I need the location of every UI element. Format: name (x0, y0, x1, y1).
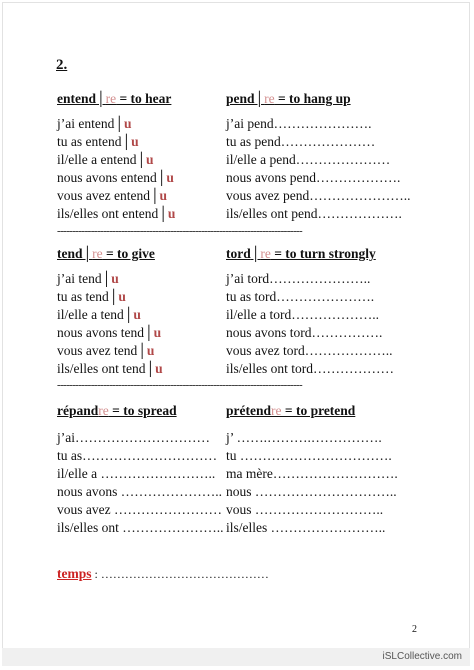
conjugation-line (57, 151, 154, 169)
conjugation-text: j’ …….……….……………. (226, 430, 382, 445)
verb-stem: tord (226, 246, 251, 261)
conjugation-line[interactable] (226, 465, 398, 483)
infinitive-ending: re (92, 246, 103, 261)
participle-ending: u (146, 152, 154, 167)
stem-divider: │ (123, 307, 134, 322)
temps-row (57, 565, 269, 583)
conjugation-line[interactable] (57, 483, 222, 501)
verb-stem: tend (57, 246, 83, 261)
conjugation-text: nous ………………………….. (226, 484, 397, 499)
infinitive-ending: re (271, 403, 282, 418)
conjugation-line (57, 205, 175, 223)
conjugation-text: tu ……………………………. (226, 448, 392, 463)
conjugation-line[interactable] (57, 465, 215, 483)
verb-header-3-left (57, 403, 177, 419)
stem-divider: │ (250, 246, 261, 261)
participle-ending: u (111, 271, 119, 286)
conjugation-line (57, 324, 161, 342)
participle-ending: u (166, 170, 174, 185)
conjugation-text: vous avez entend (57, 188, 150, 203)
section-number: 2. (56, 57, 68, 73)
conjugation-text: il/elle a entend (57, 152, 137, 167)
conjugation-line[interactable] (57, 501, 222, 519)
conjugation-line (57, 288, 126, 306)
conjugation-text: ils/elles …………………….. (226, 520, 386, 535)
participle-ending: u (131, 134, 139, 149)
stem-divider: │ (137, 343, 147, 358)
verb-stem: pend (226, 91, 255, 106)
conjugation-text: tu as tord…………………. (226, 289, 375, 304)
conjugation-text: ils/elles ont tend (57, 361, 146, 376)
conjugation-text: ils/elles ont tord……………… (226, 361, 394, 376)
conjugation-text: ils/elles ont pend………………. (226, 206, 402, 221)
conjugation-line (57, 169, 174, 187)
page-number: 2 (412, 624, 417, 635)
verb-header-2-left (57, 246, 155, 262)
conjugation-line[interactable] (57, 429, 210, 447)
conjugation-line[interactable] (226, 501, 383, 519)
conjugation-line[interactable] (226, 483, 397, 501)
conjugation-line (57, 115, 131, 133)
conjugation-line[interactable] (226, 306, 379, 324)
conjugation-line[interactable] (226, 133, 375, 151)
stem-divider: │ (254, 91, 265, 106)
temps-dots[interactable]: : …………………………………… (91, 567, 269, 581)
conjugation-text: vous ……………………….. (226, 502, 384, 517)
verb-meaning: = to turn strongly (270, 246, 376, 261)
conjugation-text: nous avons tord……………. (226, 325, 383, 340)
conjugation-line[interactable] (57, 519, 224, 537)
participle-ending: u (167, 206, 176, 221)
temps-label: temps (57, 566, 92, 581)
conjugation-text: ils/elles ont entend (57, 206, 159, 221)
conjugation-line (57, 187, 167, 205)
conjugation-text: j’ai tend (57, 271, 102, 286)
conjugation-text: ils/elles ont ………………….. (57, 520, 224, 535)
conjugation-text: il/elle a tord……………….. (226, 307, 379, 322)
separator-2: -------------------------------------------------------------------------------- (57, 379, 303, 391)
conjugation-text: tu as pend………………… (226, 134, 376, 149)
verb-stem: répand (57, 403, 99, 418)
conjugation-text: tu as tend (57, 289, 109, 304)
conjugation-line[interactable] (226, 288, 374, 306)
stem-divider: │ (114, 116, 124, 131)
conjugation-line (57, 360, 163, 378)
participle-ending: u (155, 361, 163, 376)
conjugation-text: il/elle a pend………………… (226, 152, 391, 167)
conjugation-line[interactable] (226, 360, 394, 378)
participle-ending: u (123, 116, 132, 131)
conjugation-text: nous avons ………………….. (57, 484, 222, 499)
infinitive-ending: re (98, 403, 109, 418)
stem-divider: │ (149, 188, 160, 203)
verb-stem: prétend (226, 403, 271, 418)
conjugation-text: tu as………………………… (57, 448, 218, 463)
conjugation-text: vous avez tend (57, 343, 138, 358)
participle-ending: u (118, 289, 126, 304)
conjugation-line (57, 270, 119, 288)
conjugation-text: j’ai entend (57, 116, 115, 131)
conjugation-line[interactable] (226, 151, 390, 169)
verb-stem: entend (57, 91, 97, 106)
conjugation-line (57, 342, 154, 360)
stem-divider: │ (144, 325, 154, 340)
watermark-text: iSLCollective.com (382, 651, 462, 662)
conjugation-text: j’ai pend…………………. (226, 116, 372, 131)
conjugation-line[interactable] (226, 342, 392, 360)
conjugation-text: j’ai tord………………….. (226, 271, 371, 286)
infinitive-ending: re (264, 91, 275, 106)
conjugation-text: nous avons entend (57, 170, 157, 185)
conjugation-line (57, 133, 139, 151)
participle-ending: u (159, 188, 168, 203)
participle-ending: u (153, 325, 162, 340)
stem-divider: │ (121, 134, 132, 149)
conjugation-line[interactable] (226, 205, 402, 223)
stem-divider: │ (136, 152, 147, 167)
conjugation-line[interactable] (57, 447, 217, 465)
stem-divider: │ (156, 170, 167, 185)
verb-meaning: = to spread (108, 403, 177, 418)
verb-header-2-right (226, 246, 376, 262)
verb-header-1-left (57, 91, 171, 107)
conjugation-line[interactable] (226, 187, 410, 205)
stem-divider: │ (96, 91, 106, 106)
infinitive-ending: re (260, 246, 271, 261)
conjugation-text: il/elle a tend (57, 307, 124, 322)
conjugation-text: tu as entend (57, 134, 122, 149)
conjugation-line[interactable] (226, 324, 382, 342)
conjugation-line[interactable] (226, 519, 385, 537)
conjugation-line (57, 306, 141, 324)
conjugation-text: j’ai………………………… (57, 430, 210, 445)
stem-divider: │ (145, 361, 156, 376)
conjugation-line[interactable] (226, 447, 392, 465)
conjugation-line[interactable] (226, 169, 400, 187)
verb-header-1-right (226, 91, 351, 107)
footer-bar (2, 648, 470, 666)
stem-divider: │ (158, 206, 168, 221)
conjugation-text: il/elle a …………………….. (57, 466, 216, 481)
separator-1: -------------------------------------------------------------------------------- (57, 225, 303, 237)
verb-meaning: = to pretend (281, 403, 356, 418)
stem-divider: │ (101, 271, 112, 286)
conjugation-line[interactable] (226, 270, 370, 288)
verb-meaning: = to hear (116, 91, 172, 106)
conjugation-line[interactable] (226, 115, 371, 133)
verb-meaning: = to hang up (274, 91, 351, 106)
verb-header-3-right (226, 403, 355, 419)
conjugation-text: ma mère………………………. (226, 466, 398, 481)
conjugation-text: vous avez tord……………….. (226, 343, 393, 358)
participle-ending: u (133, 307, 141, 322)
conjugation-text: nous avons pend………………. (226, 170, 401, 185)
stem-divider: │ (82, 246, 93, 261)
conjugation-text: vous avez …………………… (57, 502, 222, 517)
conjugation-line[interactable] (226, 429, 382, 447)
stem-divider: │ (108, 289, 119, 304)
conjugation-text: vous avez pend………………….. (226, 188, 411, 203)
verb-meaning: = to give (102, 246, 155, 261)
participle-ending: u (146, 343, 155, 358)
infinitive-ending: re (105, 91, 117, 106)
conjugation-text: nous avons tend (57, 325, 144, 340)
